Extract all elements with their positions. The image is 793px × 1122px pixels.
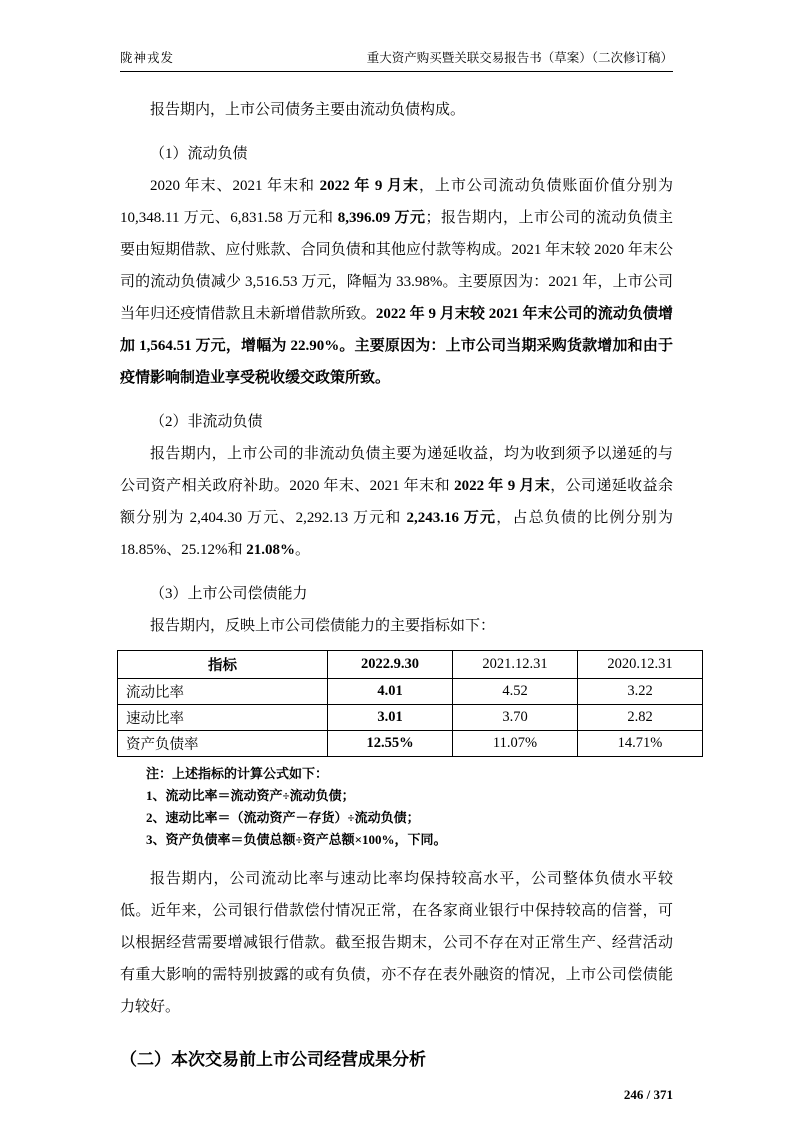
col-header-indicator: 指标 (118, 651, 328, 679)
col-header-2021-12-31: 2021.12.31 (453, 651, 578, 679)
table-row-quick-ratio (118, 705, 703, 731)
cell-value: 4.52 (453, 679, 578, 705)
row-label: 资产负债率 (118, 731, 328, 757)
cell-value: 11.07% (453, 731, 578, 757)
table-row-current-ratio (118, 679, 703, 705)
subheading-noncurrent-liabilities: （2）非流动负债 (150, 414, 263, 430)
cell-value: 3.22 (578, 679, 703, 705)
row-label: 速动比率 (118, 705, 328, 731)
table-header-row (118, 651, 703, 679)
subheading-current-liabilities: （1）流动负债 (150, 146, 248, 162)
note-line: 3、资产负债率＝负债总额÷资产总额×100%，下同。 (146, 832, 447, 847)
cell-value: 4.01 (328, 679, 453, 705)
col-header-2020-12-31: 2020.12.31 (578, 651, 703, 679)
paragraph-solvency-lead: 报告期内，反映上市公司偿债能力的主要指标如下： (150, 618, 496, 634)
row-label: 流动比率 (118, 679, 328, 705)
table-notes (120, 763, 673, 851)
header-company-name: 陇神戎发 (120, 51, 175, 65)
note-line: 1、流动比率＝流动资产÷流动负债； (146, 788, 355, 803)
page-header (120, 48, 673, 72)
header-doc-title: 重大资产购买暨关联交易报告书（草案）（二次修订稿） (366, 51, 673, 65)
table-row-debt-ratio (118, 731, 703, 757)
cell-value: 3.01 (328, 705, 453, 731)
paragraph-noncurrent-liabilities: 报告期内，上市公司的非流动负债主要为递延收益，均为收到须予以递延的与公司资产相关政府补助。2020 年末、2021 年末和 2022 年 9 月末，公司递延收益余额分别为 2,404.30 万元、2,292.13 万元和 2,243.16 万元，占总负债的比例分别为 18.85%、25.12%和 21.08%。 (120, 446, 673, 558)
solvency-metrics-table (117, 650, 703, 757)
paragraph-current-liabilities: 2020 年末、2021 年末和 2022 年 9 月末，上市公司流动负债账面价值分别为 10,348.11 万元、6,831.58 万元和 8,396.09 万元；报告期内，上市公司的流动负债主要由短期借款、应付账款、合同负债和其他应付款等构成。2021 年末较 2020 年末公司的流动负债减少 3,516.53 万元，降幅为 33.98%。主要原因为：2021 年，上市公司当年归还疫情借款且未新增借款所致。2022 年 9 月末较 2021 年末公司的流动负债增加 1,564.51 万元，增幅为 22.90%。主要原因为：上市公司当期采购货款增加和由于疫情影响制造业享受税收缓交政策所致。 (120, 178, 673, 386)
subheading-solvency: （3）上市公司偿债能力 (150, 586, 308, 602)
cell-value: 3.70 (453, 705, 578, 731)
note-line: 2、速动比率＝（流动资产－存货）÷流动负债； (146, 810, 420, 825)
note-line: 注：上述指标的计算公式如下： (146, 766, 329, 781)
page-number: 246 / 371 (623, 1087, 673, 1102)
paragraph-debt-intro: 报告期内，上市公司债务主要由流动负债构成。 (150, 102, 466, 118)
document-body (120, 94, 673, 1111)
paragraph-solvency-summary: 报告期内，公司流动比率与速动比率均保持较高水平，公司整体负债水平较低。近年来，公司银行借款偿付情况正常，在各家商业银行中保持较高的信誉，可以根据经营需要增减银行借款。截至报告期末，公司不存在对正常生产、经营活动有重大影响的需特别披露的或有负债，亦不存在表外融资的情况，上市公司偿债能力较好。 (120, 871, 673, 1015)
section-heading-operating-results: （二）本次交易前上市公司经营成果分析 (120, 1050, 426, 1069)
cell-value: 14.71% (578, 731, 703, 757)
cell-value: 12.55% (328, 731, 453, 757)
cell-value: 2.82 (578, 705, 703, 731)
col-header-2022-9-30: 2022.9.30 (328, 651, 453, 679)
